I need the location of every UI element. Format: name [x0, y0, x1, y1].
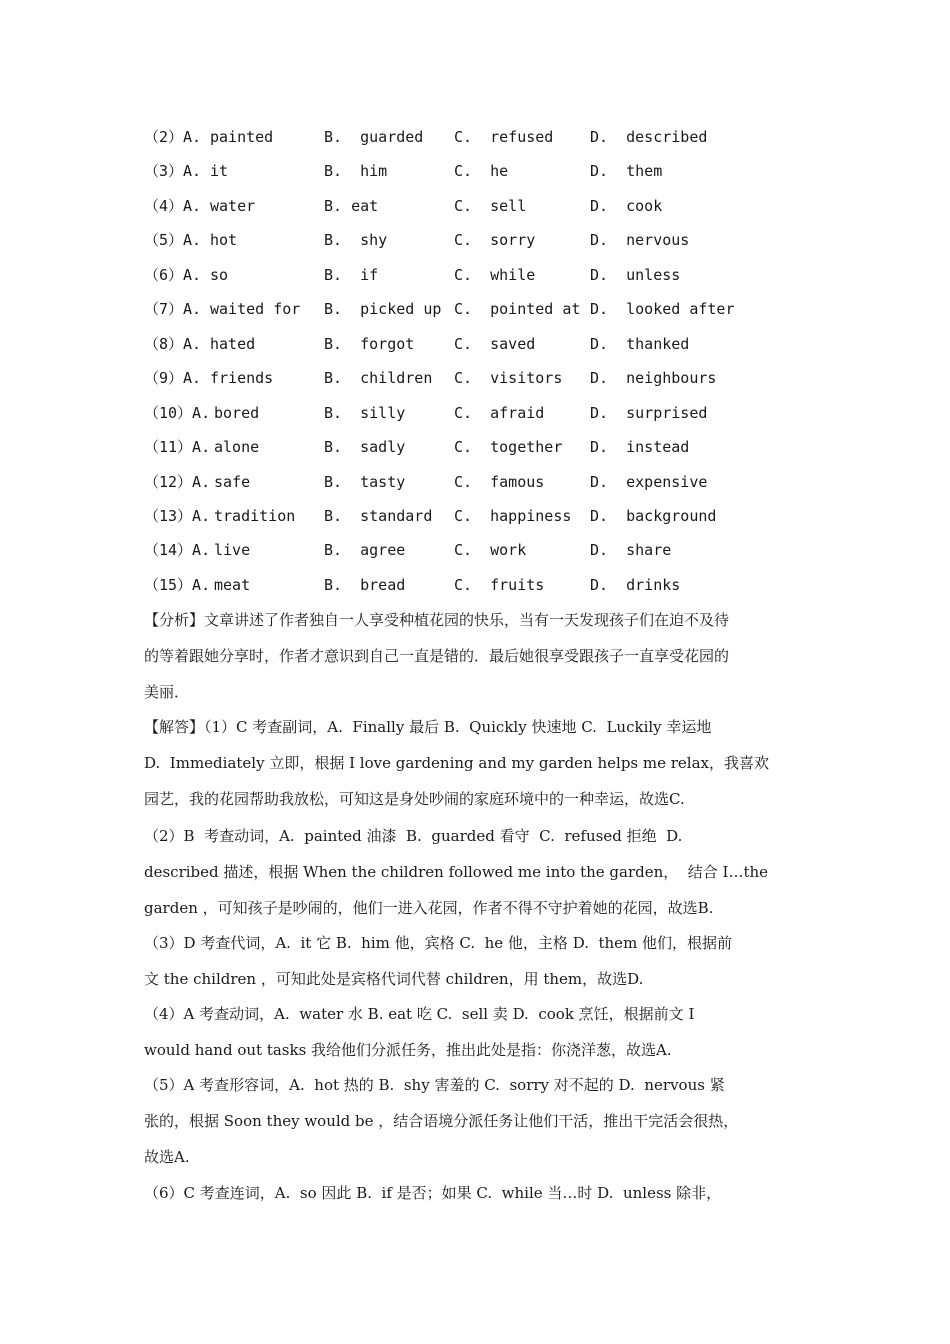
- option-c: C. he: [454, 162, 509, 181]
- option-a: painted: [210, 128, 274, 146]
- option-d: D. cook: [590, 196, 663, 215]
- analysis-line: 的等着跟她分享时，作者才意识到自己一直是错的．最后她很享受跟孩子一直享受花园的: [144, 647, 730, 665]
- option-b: B. shy: [324, 231, 388, 250]
- option-d: D. drinks: [590, 575, 681, 594]
- answer-line: 张的，根据 Soon they would be ，结合语境分派任务让他们干活，推出干完活会很热，: [144, 1112, 739, 1130]
- option-d: D. unless: [590, 265, 681, 284]
- option-c: C. happiness: [454, 507, 572, 525]
- option-a: tradition: [214, 507, 296, 525]
- option-c: C. refused: [454, 128, 554, 146]
- answer-line: （4）A 考查动词，A. water 水 B. eat 吃 C. sell 卖 D. cook 烹饪，根据前文 I: [144, 1005, 695, 1023]
- question-number: （15）A.: [144, 575, 211, 594]
- option-b: B. bread: [324, 575, 406, 594]
- option-d: D. share: [590, 541, 672, 560]
- option-a: waited for: [210, 300, 301, 319]
- option-a: hated: [210, 334, 256, 353]
- answer-line: （5）A 考查形容词，A. hot 热的 B. shy 害羞的 C. sorry 对不起的 D. nervous 紧: [144, 1076, 725, 1094]
- answer-line: （2）B 考查动词，A. painted 油漆 B. guarded 看守 C. refused 拒绝 D.: [144, 827, 683, 845]
- analysis-paragraph: [144, 602, 808, 710]
- option-c: C. together: [454, 438, 563, 457]
- answer-paragraph-2: [144, 818, 808, 926]
- question-number: （6）A.: [144, 265, 202, 284]
- option-a: water: [210, 196, 256, 215]
- option-b: B. eat: [324, 196, 379, 215]
- question-number: （4）A.: [144, 196, 202, 215]
- option-a: live: [214, 541, 251, 560]
- option-b: B. forgot: [324, 334, 415, 353]
- option-d: D. surprised: [590, 403, 708, 422]
- question-number: （7）A.: [144, 300, 202, 319]
- answer-line: （6）C 考查连词，A. so 因此 B. if 是否；如果 C. while 当…时 D. unless 除非，: [144, 1184, 722, 1202]
- option-b: B. tasty: [324, 472, 406, 491]
- answer-paragraph-6: [144, 1175, 808, 1211]
- option-c: C. famous: [454, 472, 545, 491]
- option-a: friends: [210, 369, 274, 388]
- option-b: B. if: [324, 265, 379, 284]
- option-c: C. pointed at: [454, 300, 581, 319]
- option-d: D. expensive: [590, 472, 708, 491]
- option-c: C. work: [454, 541, 527, 560]
- answer-line: would hand out tasks 我给他们分派任务，推出此处是指：你浇洋葱，故选A.: [144, 1041, 672, 1059]
- option-a: it: [210, 162, 229, 181]
- question-number: （3）A.: [144, 162, 202, 181]
- option-b: B. him: [324, 162, 388, 181]
- option-a: hot: [210, 231, 238, 250]
- question-number: （8）A.: [144, 334, 202, 353]
- question-number: （2）A.: [144, 128, 202, 146]
- option-d: D. them: [590, 162, 663, 181]
- option-c: C. sell: [454, 196, 527, 215]
- option-d: D. neighbours: [590, 369, 717, 388]
- question-number: （10）A.: [144, 403, 211, 422]
- option-b: B. picked up: [324, 300, 442, 319]
- option-d: D. nervous: [590, 231, 690, 250]
- option-b: B. guarded: [324, 128, 424, 146]
- option-d: D. instead: [590, 438, 690, 457]
- question-number: （12）A.: [144, 472, 211, 491]
- option-a: safe: [214, 472, 251, 491]
- answer-paragraph-5: [144, 1067, 808, 1175]
- option-b: B. silly: [324, 403, 406, 422]
- option-d: D. described: [590, 128, 708, 146]
- option-c: C. visitors: [454, 369, 563, 388]
- option-b: B. children: [324, 369, 433, 388]
- option-c: C. while: [454, 265, 536, 284]
- option-b: B. standard: [324, 507, 433, 525]
- question-number: （13）A.: [144, 507, 211, 525]
- answer-line: 故选A.: [144, 1148, 190, 1166]
- question-number: （5）A.: [144, 231, 202, 250]
- analysis-line: 【分析】文章讲述了作者独自一人享受种植花园的快乐，当有一天发现孩子们在迫不及待: [144, 611, 730, 629]
- option-b: B. sadly: [324, 438, 406, 457]
- option-a: so: [210, 265, 229, 284]
- option-a: meat: [214, 575, 251, 594]
- option-d: D. background: [590, 507, 717, 525]
- question-number: （14）A.: [144, 541, 211, 560]
- option-c: C. afraid: [454, 403, 545, 422]
- answer-paragraph-4: [144, 996, 808, 1068]
- answer-line: D. Immediately 立即，根据 I love gardening and my garden helps me relax，我喜欢: [144, 754, 770, 772]
- analysis-line: 美丽．: [144, 683, 190, 701]
- answer-line: 园艺，我的花园帮助我放松，可知这是身处吵闹的家庭环境中的一种幸运，故选C.: [144, 790, 685, 808]
- answer-paragraph-1: [144, 709, 808, 817]
- answer-line: 文 the children ，可知此处是宾格代词代替 children，用 them，故选D.: [144, 970, 644, 988]
- option-a: bored: [214, 403, 260, 422]
- answer-line: described 描述，根据 When the children followed me into the garden， 结合 I…the: [144, 863, 769, 881]
- answer-paragraph-3: [144, 925, 808, 997]
- answer-line: garden ，可知孩子是吵闹的，他们一进入花园，作者不得不守护着她的花园，故选B.: [144, 899, 714, 917]
- option-c: C. sorry: [454, 231, 536, 250]
- answer-line: （3）D 考查代词，A. it 它 B. him 他，宾格 C. he 他，主格 D. them 他们，根据前: [144, 934, 733, 952]
- option-c: C. fruits: [454, 575, 545, 594]
- option-a: alone: [214, 438, 260, 457]
- question-number: （9）A.: [144, 369, 202, 388]
- option-d: D. thanked: [590, 334, 690, 353]
- option-b: B. agree: [324, 541, 406, 560]
- option-c: C. saved: [454, 334, 536, 353]
- answer-line: 【解答】（1）C 考查副词，A. Finally 最后 B. Quickly 快速地 C. Luckily 幸运地: [144, 718, 712, 736]
- option-d: D. looked after: [590, 300, 735, 319]
- question-number: （11）A.: [144, 438, 211, 457]
